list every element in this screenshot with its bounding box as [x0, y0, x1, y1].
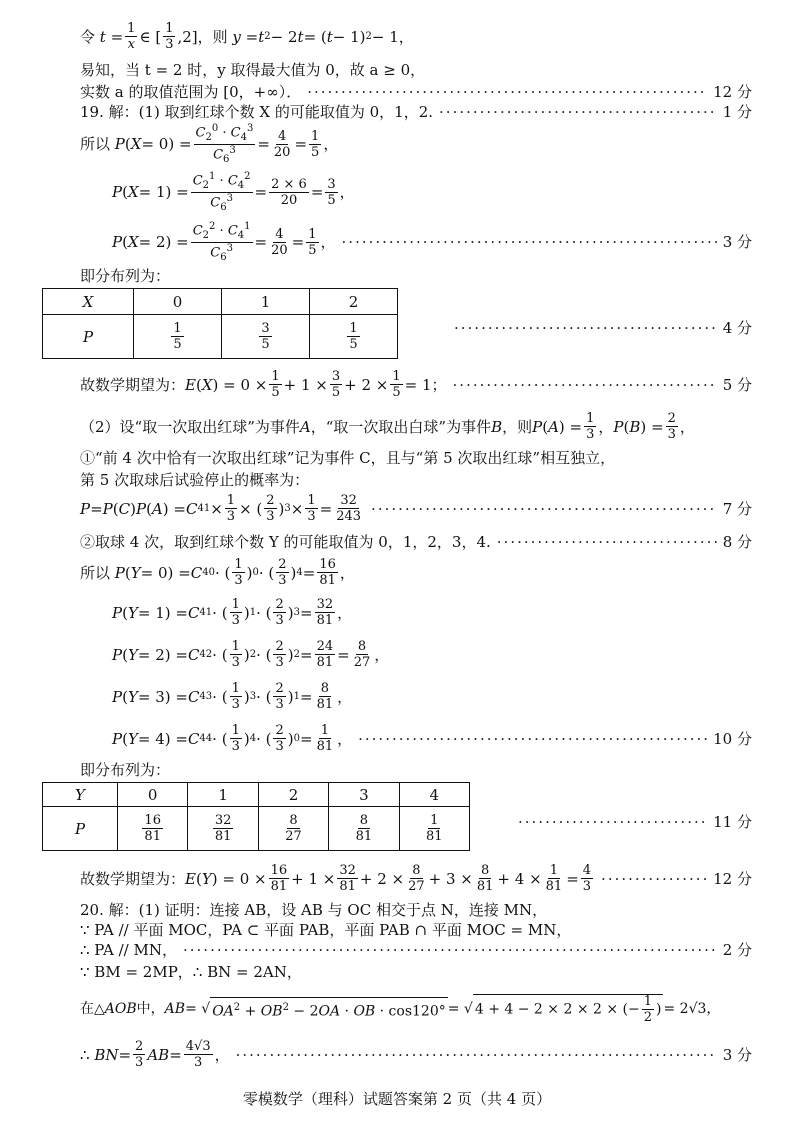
score-3: 3 分 — [722, 233, 752, 252]
score-2: 1 分 — [722, 103, 752, 121]
line-12: 第 5 次取球后试验停止的概率为： — [80, 471, 310, 489]
py1-line: P ( Y = 1) = C 4 1 · ( $\frac{1}{3}$ ) 1 · ( $\frac{2}{3}$ ) 3 = $\frac{32}{81}$ ， — [112, 597, 353, 628]
score-5: 5 分 — [722, 375, 752, 394]
line-4-text: 19. 解：(1) 取到红球个数 X 的可能取值为 0，1，2. — [80, 103, 434, 121]
line-27: ∴ BN = $\frac{2}{3}$ AB = $\frac{4√3}{3}$ ， ····· 3 分 — [80, 1040, 752, 1069]
line-dist-y-label: 即分布列为： — [80, 761, 171, 779]
line-25: ∵ BM = 2MP，∴ BN = 2AN， — [80, 963, 302, 981]
table-y-cell: $\frac{32}{81}$ — [188, 807, 258, 851]
score-10: 12 分 — [713, 869, 752, 888]
py3-line: P ( Y = 3) = C 4 3 · ( $\frac{1}{3}$ ) 3 · ( $\frac{2}{3}$ ) 1 = $\frac{8}{81}$ ， — [112, 681, 353, 712]
line-2: 易知，当 t = 2 时，y 取得最大值为 0，故 a ≥ 0， — [80, 61, 426, 79]
table-x-header: 1 — [222, 289, 310, 315]
line-14-text: ②取球 4 次，取到红球个数 Y 的可能取值为 0，1，2，3，4. — [80, 533, 491, 551]
table-x-header: 0 — [134, 289, 222, 315]
px2-line: P ( X = 2) = $\frac{C_2^2 \cdot C_4^1}{C_6^3}$ = $\frac{4}{20}$ = $\frac{1}{5}$ ， ····· 3 分 — [112, 222, 752, 263]
table-y-header: 1 — [188, 783, 258, 807]
score-4: 4 分 — [722, 319, 752, 337]
distribution-table-y — [42, 782, 470, 851]
score-4-line — [448, 318, 752, 338]
table-y-header: 4 — [399, 783, 469, 807]
py0-line: 所以 P ( Y = 0) = C 4 0 · ( $\frac{1}{3}$ ) 0 · ( $\frac{2}{3}$ ) 4 = $\frac{16}{81}$ ， — [80, 557, 355, 588]
line-1: 令 t = $\frac{1}{x}$ ∈ [ $\frac{1}{3}$ ,2]，则 y = t 2 − 2 t = ( t − 1) 2 − 1， — [80, 21, 414, 52]
score-8: 10 分 — [713, 729, 752, 748]
table-y-header: Y — [43, 783, 118, 807]
score-9-line — [512, 812, 752, 832]
part2-line: （2）设“取一次取出红球”为事件 A ，“取一次取出白球”为事件 B ，则 P ( A ) = $\frac{1}{3}$ ， P ( B ) = $\frac{2}{3}$ ， — [80, 411, 695, 442]
table-y-header: 2 — [258, 783, 328, 807]
table-y-cell: $\frac{8}{27}$ — [258, 807, 328, 851]
prob-stop-line: P = P ( C ) P ( A ) = C 4 1 × $\frac{1}{3}$ × ( $\frac{2}{3}$ ) 3 × $\frac{1}{3}$ = $\frac{32}{243}$ ····· 7 分 — [80, 494, 752, 523]
table-y-header: 3 — [329, 783, 399, 807]
table-x-cell: $\frac{1}{5}$ — [310, 315, 398, 359]
line-4 — [80, 102, 752, 122]
line-23: ∵ PA // 平面 MOC，PA ⊂ 平面 PAB，平面 PAB ∩ 平面 MOC = MN， — [80, 921, 572, 939]
table-x-cell: $\frac{1}{5}$ — [134, 315, 222, 359]
line-14 — [80, 532, 752, 552]
page-footer: 零模数学（理科）试题答案第 2 页（共 4 页） — [242, 1090, 552, 1108]
table-x-row-label: P — [43, 315, 134, 359]
px1-line: P ( X = 1) = $\frac{C_2^1 \cdot C_4^2}{C_6^3}$ = $\frac{2 \times 6}{20}$ = $\frac{3}{5}$ ， — [112, 171, 355, 213]
table-y-row-label: P — [43, 807, 118, 851]
table-y-cell: $\frac{1}{81}$ — [399, 807, 469, 851]
line-24-text: ∴ PA // MN， — [80, 941, 177, 959]
score-9: 11 分 — [713, 813, 752, 831]
score-11: 2 分 — [722, 941, 752, 959]
score-6: 7 分 — [722, 499, 752, 518]
table-y-header: 0 — [118, 783, 188, 807]
ex-line: 故数学期望为： E ( X ) = 0 × $\frac{1}{5}$ + 1 × $\frac{3}{5}$ + 2 × $\frac{1}{5}$ = 1； ····· 5 分 — [80, 370, 752, 399]
ey-line: 故数学期望为： E ( Y ) = 0 × $\frac{16}{81}$ + 1 × $\frac{32}{81}$ + 2 × $\frac{8}{27}$ + 3 × $\frac{8}{81}$ + 4 × $\frac{1}{81}$ = $\frac{4}{3}$ ····· 12 分 — [80, 864, 752, 893]
line-3 — [80, 82, 752, 102]
score-1: 12 分 — [713, 83, 752, 101]
line-24 — [80, 940, 752, 960]
line-dist-x-label: 即分布列为： — [80, 267, 171, 285]
score-12: 3 分 — [722, 1045, 752, 1064]
table-x-header: X — [43, 289, 134, 315]
table-y-cell: $\frac{8}{81}$ — [329, 807, 399, 851]
table-x-header: 2 — [310, 289, 398, 315]
py2-line: P ( Y = 2) = C 4 2 · ( $\frac{1}{3}$ ) 2 · ( $\frac{2}{3}$ ) 2 = $\frac{24}{81}$ = $\frac{8}{27}$ ， — [112, 639, 390, 670]
table-x-cell: $\frac{3}{5}$ — [222, 315, 310, 359]
table-y-cell: $\frac{16}{81}$ — [118, 807, 188, 851]
line-11: ①“前 4 次中恰有一次取出红球”记为事件 C，且与“第 5 次取出红球”相互独立， — [80, 449, 616, 467]
score-7: 8 分 — [722, 533, 752, 551]
line-3-text: 实数 a 的取值范围为 [0，+∞）． — [80, 83, 302, 101]
line-22: 20. 解：(1) 证明：连接 AB，设 AB 与 OC 相交于点 N，连接 MN， — [80, 901, 548, 919]
px0-line: 所以 P ( X = 0) = $\frac{C_2^0 \cdot C_4^3}{C_6^3}$ = $\frac{4}{20}$ = $\frac{1}{5}$ ， — [80, 123, 339, 165]
py4-line: P ( Y = 4) = C 4 4 · ( $\frac{1}{3}$ ) 4 · ( $\frac{2}{3}$ ) 0 = $\frac{1}{81}$ ， ····· 10 分 — [112, 724, 752, 753]
line-26: 在△ AOB 中， AB = √ $OA^2 + OB^2 - 2OA$ · OB · cos120° = √ 4 + 4 − 2 × 2 × 2 × (− $\frac{1}{2}$ ) = 2√3， — [80, 994, 721, 1025]
distribution-table-x — [42, 288, 398, 359]
